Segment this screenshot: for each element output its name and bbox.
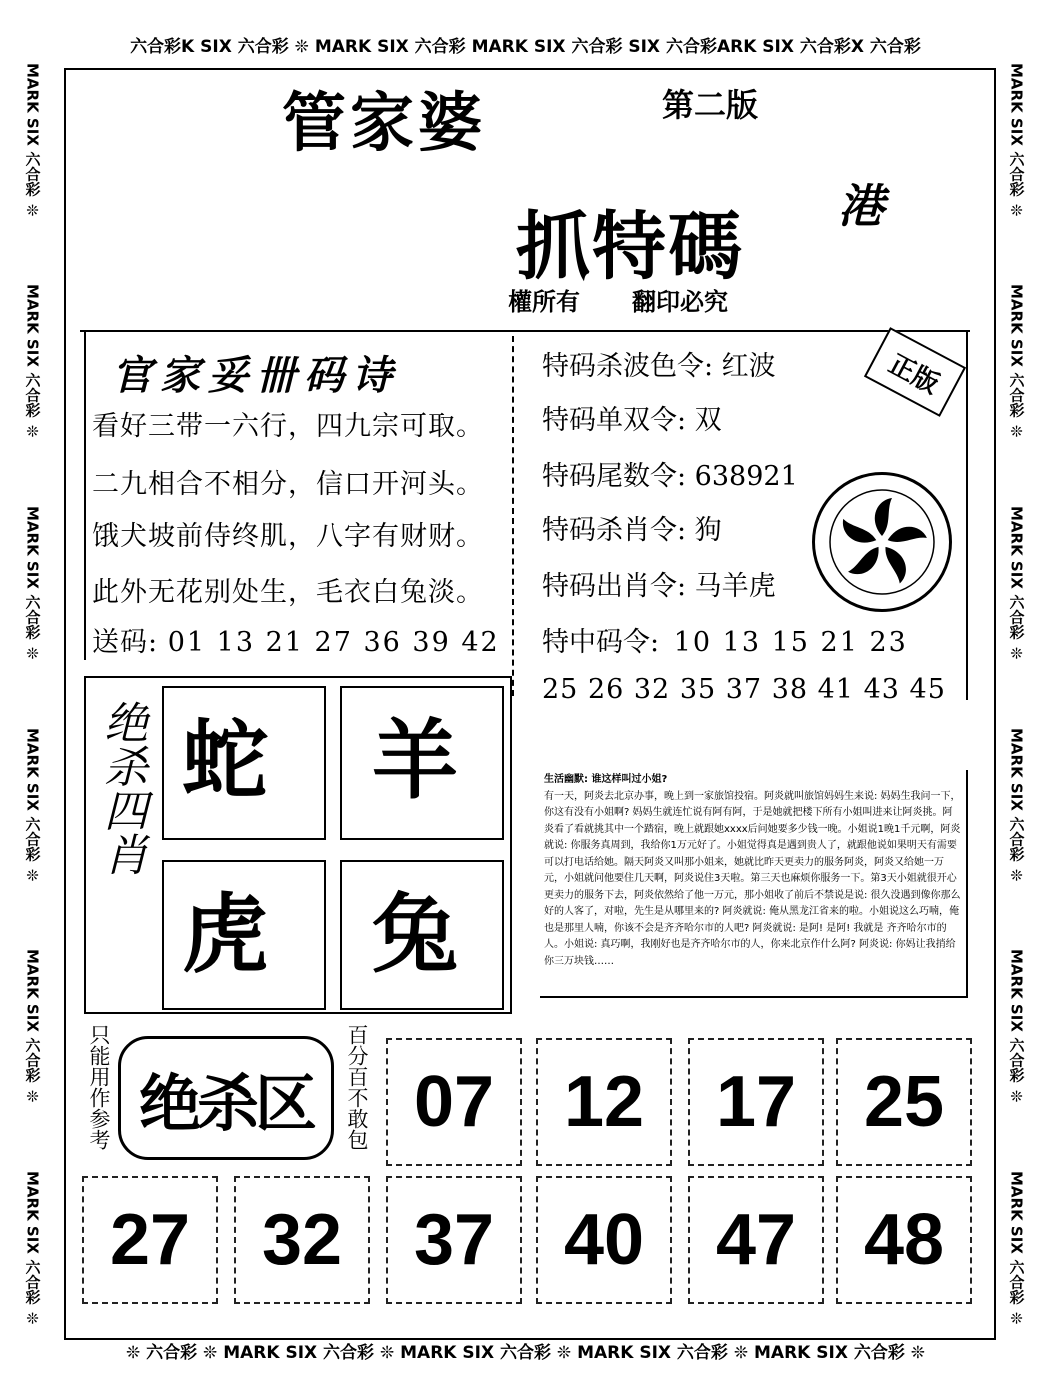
edition-label: 第二版 — [662, 86, 759, 124]
brand-mark: 港 — [838, 179, 884, 233]
right-border-text: MARK SIX 六合彩 ❊ — [1007, 505, 1026, 663]
kill-number: 17 — [688, 1038, 824, 1166]
hit-codes-line2: 25 26 32 35 37 38 41 43 45 — [542, 674, 946, 705]
left-border-text: MARK SIX 六合彩 ❊ — [23, 505, 42, 663]
right-border-text: MARK SIX 六合彩 ❊ — [1007, 949, 1026, 1106]
copyright-text: 翻印必究 — [632, 287, 728, 316]
zodiac-tiger: 虎 — [182, 885, 268, 985]
page-title: 管家婆 — [282, 86, 486, 161]
kill-number: 12 — [536, 1038, 672, 1166]
main-box-top-rule — [80, 330, 970, 332]
odd-even-command: 特码单双令: 双 — [542, 405, 722, 436]
bottom-border-text: ❊ 六合彩 ❊ MARK SIX 六合彩 ❊ MARK SIX 六合彩 ❊ MARK SIX 六合彩 ❊ MARK SIX 六合彩 ❊ — [125, 1342, 926, 1363]
rights-text: 權所有 — [508, 287, 580, 316]
top-border-strip — [0, 24, 1051, 64]
send-codes: 01 13 21 27 36 39 42 — [167, 627, 500, 658]
kill-zone-left-note: 只能用作参考 — [87, 1024, 111, 1150]
zodiac-snake: 蛇 — [182, 711, 268, 811]
zodiac-goat: 羊 — [372, 711, 458, 811]
poem-line: 看好三带一六行，四九宗可取。 — [92, 411, 484, 442]
poem-title: 官家妥卌码诗 — [112, 352, 400, 399]
top-border-text: 六合彩K SIX 六合彩 ❊ MARK SIX 六合彩 MARK SIX 六合彩 SIX 六合彩ARK SIX 六合彩X 六合彩 — [130, 36, 921, 57]
left-border-text: MARK SIX 六合彩 ❊ — [23, 949, 42, 1106]
hit-codes-line1: 10 13 15 21 23 — [673, 627, 908, 658]
kill-number: 37 — [386, 1176, 522, 1304]
kill-number: 25 — [836, 1038, 972, 1166]
bauhinia-emblem-icon — [812, 472, 952, 612]
left-border-text: MARK SIX 六合彩 ❊ — [23, 284, 42, 441]
hit-codes-label: 特中码令: — [542, 627, 660, 658]
left-border-strip — [16, 30, 50, 1360]
kill-number: 32 — [234, 1176, 370, 1304]
poem-line: 此外无花别处生，毛衣白兔淡。 — [92, 577, 484, 608]
tail-command: 特码尾数令: 638921 — [542, 461, 798, 492]
zodiac-rabbit: 兔 — [372, 885, 458, 985]
kill-zodiac-command: 特码杀肖令: 狗 — [542, 515, 722, 546]
kill-wave-command: 特码杀波色令: 红波 — [542, 351, 776, 382]
headline: 抓特碼 — [516, 204, 744, 290]
left-border-text: MARK SIX 六合彩 ❊ — [23, 1170, 42, 1328]
main-box-right-rule — [966, 330, 968, 700]
send-codes-row — [92, 620, 500, 659]
humor-story — [540, 770, 968, 998]
right-border-text: MARK SIX 六合彩 ❊ — [1007, 1170, 1026, 1328]
kill-number: 48 — [836, 1176, 972, 1304]
kill-number: 27 — [82, 1176, 218, 1304]
kill-number: 40 — [536, 1176, 672, 1304]
story-body: 有一天，阿炎去北京办事，晚上到一家旅馆投宿。阿炎就叫旅馆妈妈生来说: 妈妈生我问一下，你这有没有小姐啊? 妈妈生就连忙说有阿有阿，于是她就把楼下所有小姐叫进来让阿炎挑。阿炎看了看就挑其中一个踏宿，晚上就跟她xxxx后问她要多少钱一晚。小姐说1晚1千元啊，阿炎就说: 你服务真周到，我给你1万元好了。小姐觉得真是遇到贵人了，就跟他说如果明天有需要可以打电话给她。隔天阿炎又叫那小姐来，她就比昨天更卖力的服务阿炎，阿炎又给她一万元，小姐就问他要住几天啊，阿炎说住3天啦。第三天也麻烦你服务一下。第3天小姐就很开心更卖力的服务下去，阿炎依然给了他一万元，那小姐收了前后不禁说是说: 很久没遇到像你那么好的人客了，对啦，先生是从哪里来的? 阿炎就说: 俺从黑龙江省来的啦。小姐说这么巧喃，俺也是那里人喃，你该不会是齐齐哈尔市的人吧? 阿炎就说: 是阿! 是阿! 我就是 齐齐哈尔市的人。小姐说: 真巧啊，我刚好也是齐齐哈尔市的人，你来北京作什么阿? 阿炎说: 你妈让我捎给你三万块钱…… — [544, 790, 961, 967]
right-border-text: MARK SIX 六合彩 ❊ — [1007, 727, 1026, 884]
left-border-text: MARK SIX 六合彩 ❊ — [23, 727, 42, 884]
left-border-text: MARK SIX 六合彩 ❊ — [23, 62, 42, 219]
stamp-genuine: 正版 — [864, 327, 966, 417]
kill-zone-right-note: 百分百不敢包 — [345, 1024, 369, 1150]
poem-line: 饿犬坡前侍终肌，八字有财财。 — [92, 521, 484, 552]
right-border-text: MARK SIX 六合彩 ❊ — [1007, 284, 1026, 441]
out-zodiac-command: 特码出肖令: 马羊虎 — [542, 571, 776, 602]
kill-number: 47 — [688, 1176, 824, 1304]
bauhinia-flower-icon — [815, 475, 949, 609]
kill-zone-label: 绝杀区 — [118, 1036, 334, 1160]
right-border-text: MARK SIX 六合彩 ❊ — [1007, 62, 1026, 219]
kill-number: 07 — [386, 1038, 522, 1166]
column-divider — [512, 336, 514, 696]
right-border-strip — [1000, 30, 1034, 1360]
four-zodiac-label: 绝杀四肖 — [96, 700, 147, 876]
hit-codes-row1 — [542, 620, 908, 659]
poem-line: 二九相合不相分，信口开河头。 — [92, 469, 484, 500]
story-title: 生活幽默: 谁这样叫过小姐? — [544, 774, 668, 785]
send-codes-label: 送码: — [92, 627, 159, 658]
